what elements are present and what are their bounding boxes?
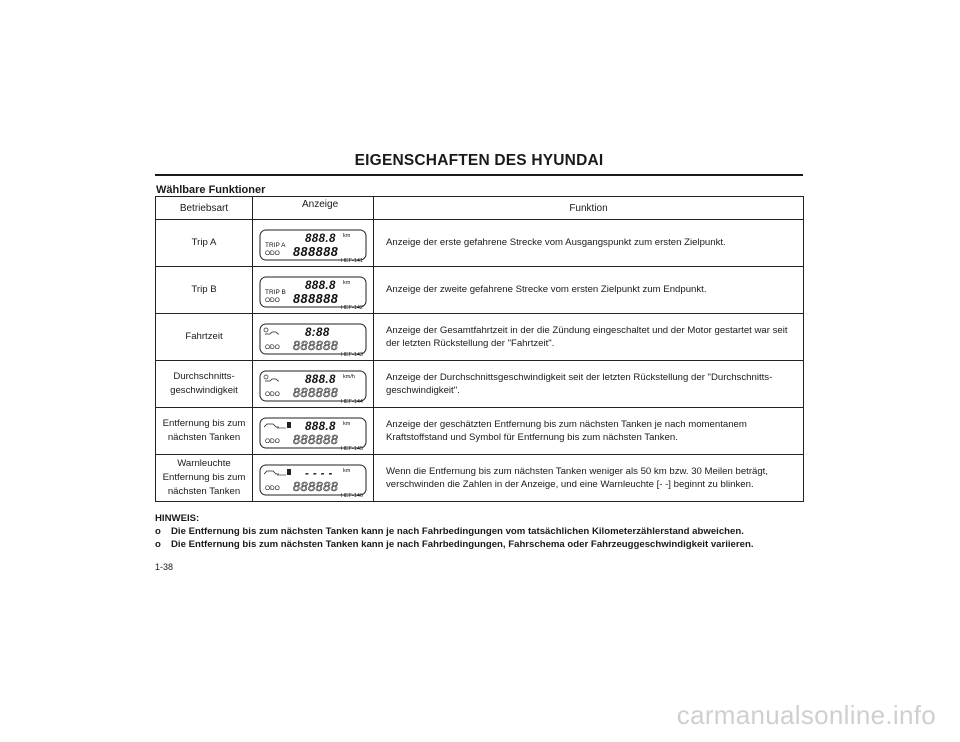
table-row	[156, 267, 804, 314]
header-rule	[155, 174, 803, 176]
table-row	[156, 220, 804, 267]
note-text: Die Entfernung bis zum nächsten Tanken kann je nach Fahrbedingungen vom tatsächlichen Kilometerzählerstand abweichen.	[171, 526, 744, 537]
display-cell	[253, 220, 374, 267]
column-header-function: Funktion	[374, 197, 804, 220]
lcd-display	[259, 276, 367, 308]
figure-id: HEF-145	[340, 446, 363, 452]
lcd-bottom-digits: 888888	[293, 339, 339, 353]
lcd-mode-label: TRIP A	[265, 242, 286, 249]
lcd-mode-label: TRIP B	[265, 289, 286, 296]
notes-section	[155, 512, 815, 551]
column-header-display: Anzeige	[253, 197, 374, 220]
mode-label: geschwindigkeit	[170, 385, 238, 396]
lcd-display	[259, 229, 367, 261]
lcd-top-digits: 8:88	[305, 327, 330, 339]
mode-cell	[156, 314, 253, 361]
table-row	[156, 314, 804, 361]
lcd-top-digits: 888.8	[305, 374, 336, 386]
lcd-odo-label: ODO	[265, 438, 280, 445]
mode-label: Warnleuchte	[177, 458, 231, 469]
display-cell	[253, 408, 374, 455]
function-text: Anzeige der erste gefahrene Strecke vom Ausgangspunkt zum ersten Zielpunkt.	[374, 220, 804, 267]
lcd-unit: km/h	[343, 374, 355, 380]
lcd-bottom-digits: 888888	[293, 433, 339, 447]
page-title: EIGENSCHAFTEN DES HYUNDAI	[354, 152, 604, 169]
lcd-unit: km	[343, 233, 351, 239]
display-cell	[253, 314, 374, 361]
notes-title: HINWEIS:	[155, 513, 200, 524]
display-cell	[253, 455, 374, 502]
function-text: Wenn die Entfernung bis zum nächsten Tanken weniger als 50 km bzw. 30 Meilen beträgt, verschwinden die Zahlen in der Anzeige, und eine Warnleuchte [- -] beginnt zu blinken.	[374, 455, 804, 502]
lcd-unit: km	[343, 468, 351, 474]
function-text: Anzeige der zweite gefahrene Strecke vom ersten Zielpunkt zum Endpunkt.	[374, 267, 804, 314]
table-row	[156, 408, 804, 455]
mode-cell	[156, 267, 253, 314]
mode-cell	[156, 361, 253, 408]
lcd-top-digits: 888.8	[305, 280, 336, 292]
lcd-bottom-digits: 888888	[293, 245, 339, 259]
lcd-odo-label: ODO	[265, 297, 280, 304]
notes-list	[155, 525, 815, 551]
mode-cell	[156, 455, 253, 502]
lcd-display	[259, 417, 367, 449]
function-table	[155, 196, 804, 502]
mode-label: Durchschnitts-	[173, 371, 235, 382]
figure-id: HEF-146	[340, 493, 363, 499]
mode-label: Trip A	[191, 237, 217, 248]
lcd-odo-label: ODO	[265, 344, 280, 351]
lcd-bottom-digits: 888888	[293, 480, 339, 494]
mode-label: Entfernung bis zum	[162, 472, 246, 483]
lcd-display	[259, 370, 367, 402]
function-text: Anzeige der geschätzten Entfernung bis zum nächsten Tanken je nach momentanem Kraftstoffstand und Symbol für Entfernung bis zum nächsten Tanken.	[374, 408, 804, 455]
mode-label: nächsten Tanken	[167, 432, 241, 443]
note-bullet: o	[155, 539, 161, 550]
display-cell	[253, 361, 374, 408]
figure-id: HEF-144	[340, 399, 363, 405]
lcd-odo-label: ODO	[265, 250, 280, 257]
lcd-odo-label: ODO	[265, 485, 280, 492]
table-row	[156, 361, 804, 408]
page-number: 1-38	[155, 562, 174, 572]
lcd-display	[259, 464, 367, 496]
column-header-mode: Betriebsart	[156, 197, 253, 220]
mode-cell	[156, 408, 253, 455]
figure-id: HEF-143	[340, 352, 363, 358]
lcd-odo-label: ODO	[265, 391, 280, 398]
note-item	[155, 525, 815, 538]
lcd-display	[259, 323, 367, 355]
mode-label: Trip B	[191, 284, 217, 295]
mode-cell	[156, 220, 253, 267]
mode-label: nächsten Tanken	[167, 486, 241, 497]
lcd-unit: km	[343, 421, 351, 427]
figure-id: HEF-142	[340, 305, 363, 311]
display-cell	[253, 267, 374, 314]
lcd-bottom-digits: 888888	[293, 386, 339, 400]
lcd-top-digits: - - - -	[305, 468, 333, 480]
note-item	[155, 538, 815, 551]
section-title: Wählbare Funktioner	[156, 184, 266, 196]
lcd-bottom-digits: 888888	[293, 292, 339, 306]
table-row	[156, 455, 804, 502]
note-bullet: o	[155, 526, 161, 537]
mode-label: Entfernung bis zum	[162, 418, 246, 429]
note-text: Die Entfernung bis zum nächsten Tanken kann je nach Fahrbedingungen, Fahrschema oder Fahrzeuggeschwindigkeit variieren.	[171, 539, 754, 550]
lcd-unit: km	[343, 280, 351, 286]
lcd-top-digits: 888.8	[305, 233, 336, 245]
watermark: carmanualsonline.info	[676, 700, 936, 730]
function-text: Anzeige der Gesamtfahrtzeit in der die Zündung eingeschaltet und der Motor gestartet war seit der letzten Rückstellung der "Fahrtzeit".	[374, 314, 804, 361]
lcd-top-digits: 888.8	[305, 421, 336, 433]
figure-id: HEF-141	[340, 258, 363, 264]
mode-label: Fahrtzeit	[185, 331, 223, 342]
function-text: Anzeige der Durchschnittsgeschwindigkeit seit der letzten Rückstellung der "Durchschnitts-geschwindigkeit".	[374, 361, 804, 408]
